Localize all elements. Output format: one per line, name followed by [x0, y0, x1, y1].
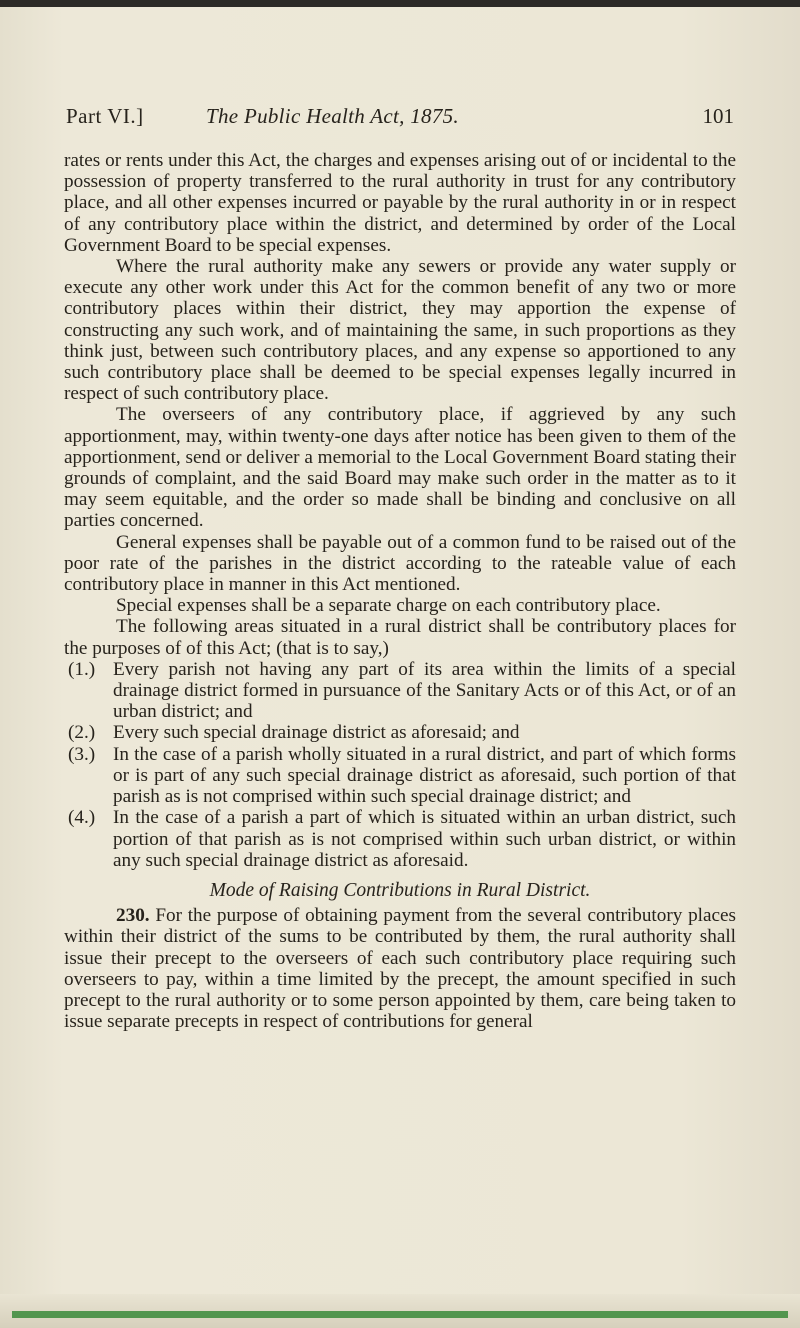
list-item-text: Every such special drainage district as aforesaid; and — [113, 722, 520, 744]
list-item — [64, 722, 736, 743]
paragraph: The following areas situated in a rural district shall be contributory places for the purposes of of this Act; (that is to say,) — [64, 616, 736, 659]
body-text — [64, 150, 736, 1032]
list-item-text: In the case of a parish a part of which is situated within an urban district, such portion of that parish as is not comprised within such urban district, or within any such special drainage district as aforesaid. — [113, 807, 736, 871]
section-paragraph — [64, 905, 736, 1032]
list-item-text: Every parish not having any part of its area within the limits of a special drainage district formed in pursuance of the Sanitary Acts or of this Act, or of an urban district; and — [113, 658, 736, 723]
section-heading: Mode of Raising Contributions in Rural District. — [209, 879, 591, 901]
list-item-number: (2.) — [68, 722, 96, 744]
paragraph: Special expenses shall be a separate charge on each contributory place. — [116, 595, 661, 617]
page-number: 101 — [702, 104, 734, 128]
paragraph: Where the rural authority make any sewers or provide any water supply or execute any other work under this Act for the common benefit of any two or more contributory places within their district, they may apportion the expense of constructing any such work, and of maintaining the same, in such proportions as they think just, between such contributory places, and any expense so apportioned to any such contributory place shall be deemed to be special expenses legally incurred in respect of such contributory place. — [64, 256, 736, 405]
paragraph: The overseers of any contributory place, if aggrieved by any such apportionment, may, within twenty-one days after notice has been given to them of the apportionment, send or deliver a memorial to the Local Government Board stating their grounds of complaint, and the said Board may make such order in the matter as to it may seem equitable, and the order so made shall be binding and conclusive on all parties concerned. — [64, 404, 736, 532]
list-item — [64, 744, 736, 808]
contributory-places-list — [64, 659, 736, 871]
section-number: 230. — [116, 905, 150, 927]
section-text: For the purpose of obtaining payment from the several contributory places within their district of the sums to be contributed by them, the rural authority shall issue their precept to the overseers of each such contributory place requiring such overseers to pay, within a time limited by the precept, the amount specified in such precept to the rural authority or to some person appointed by them, care being taken to issue separate precepts in respect of contributions for general — [64, 905, 737, 1033]
list-item — [64, 659, 736, 723]
running-title: The Public Health Act, 1875. — [206, 104, 459, 128]
paragraph: General expenses shall be payable out of a common fund to be raised out of the poor rate of the parishes in the district according to the rateable value of each contributory place in manner in this Act mentioned. — [64, 531, 736, 596]
list-item-number: (4.) — [68, 807, 96, 829]
list-item — [64, 807, 736, 871]
list-item-number: (1.) — [68, 658, 96, 680]
page-bottom-edge — [0, 1294, 800, 1328]
binding-strip — [12, 1311, 788, 1318]
page-top-edge — [0, 0, 800, 7]
paragraph-continuation: rates or rents under this Act, the charges and expenses arising out of or incidental to the possession of property transferred to the rural authority in trust for any contributory place, and all other expenses incurred or payable by the rural authority in or in respect of any contributory place within the district, and determined by order of the Local Government Board to be special expenses. — [64, 150, 736, 256]
list-item-text: In the case of a parish wholly situated in a rural district, and part of which forms or is part of any such special drainage district as aforesaid, such portion of that parish as is not comprised within such special drainage district; and — [113, 743, 736, 808]
list-item-number: (3.) — [68, 743, 96, 765]
part-label: Part VI.] — [66, 104, 144, 128]
running-header — [66, 104, 734, 138]
